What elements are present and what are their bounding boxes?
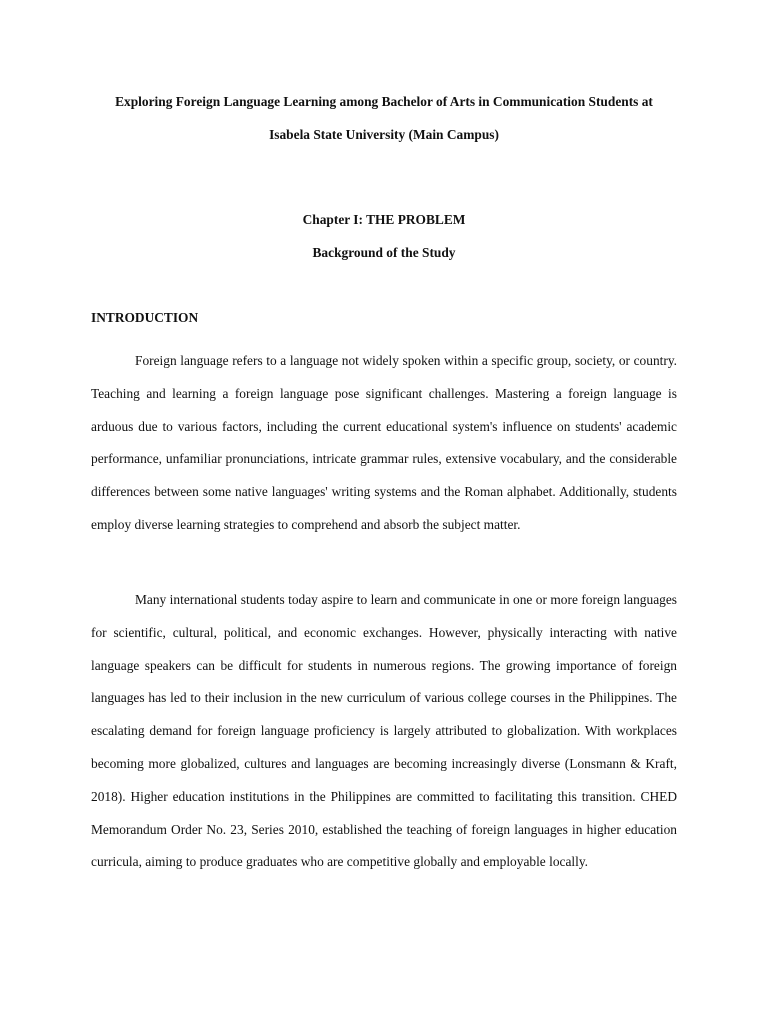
document-title-line-1: Exploring Foreign Language Learning among Bachelor of Arts in Communication Students at xyxy=(115,94,653,109)
introduction-heading: INTRODUCTION xyxy=(91,310,199,325)
chapter-heading: Chapter I: THE PROBLEM xyxy=(302,212,466,227)
body-paragraph: Foreign language refers to a language not widely spoken within a specific group, society, or country. Teaching and learning a foreign language pose significant challenges. Mastering a foreign language is arduous due to various factors, including the current educational system's influence on students' academic performance, unfamiliar pronunciations, intricate grammar rules, extensive vocabulary, and the considerable differences between some native languages' writing systems and the Roman alphabet. Additionally, students employ diverse learning strategies to comprehend and absorb the subject matter. xyxy=(91,353,677,532)
body-paragraph: Many international students today aspire to learn and communicate in one or more foreign languages for scientific, cultural, political, and economic exchanges. However, physically interacting with native language speakers can be difficult for students in numerous regions. The growing importance of foreign languages has led to their inclusion in the new curriculum of various college courses in the Philippines. The escalating demand for foreign language proficiency is largely attributed to globalization. With workplaces becoming more globalized, cultures and languages are becoming increasingly diverse (Lonsmann & Kraft, 2018). Higher education institutions in the Philippines are committed to facilitating this transition. CHED Memorandum Order No. 23, Series 2010, established the teaching of foreign languages in higher education curricula, aiming to produce graduates who are competitive globally and employable locally. xyxy=(91,592,677,870)
section-subheading: Background of the Study xyxy=(312,245,456,260)
document-title-line-2: Isabela State University (Main Campus) xyxy=(269,127,499,142)
